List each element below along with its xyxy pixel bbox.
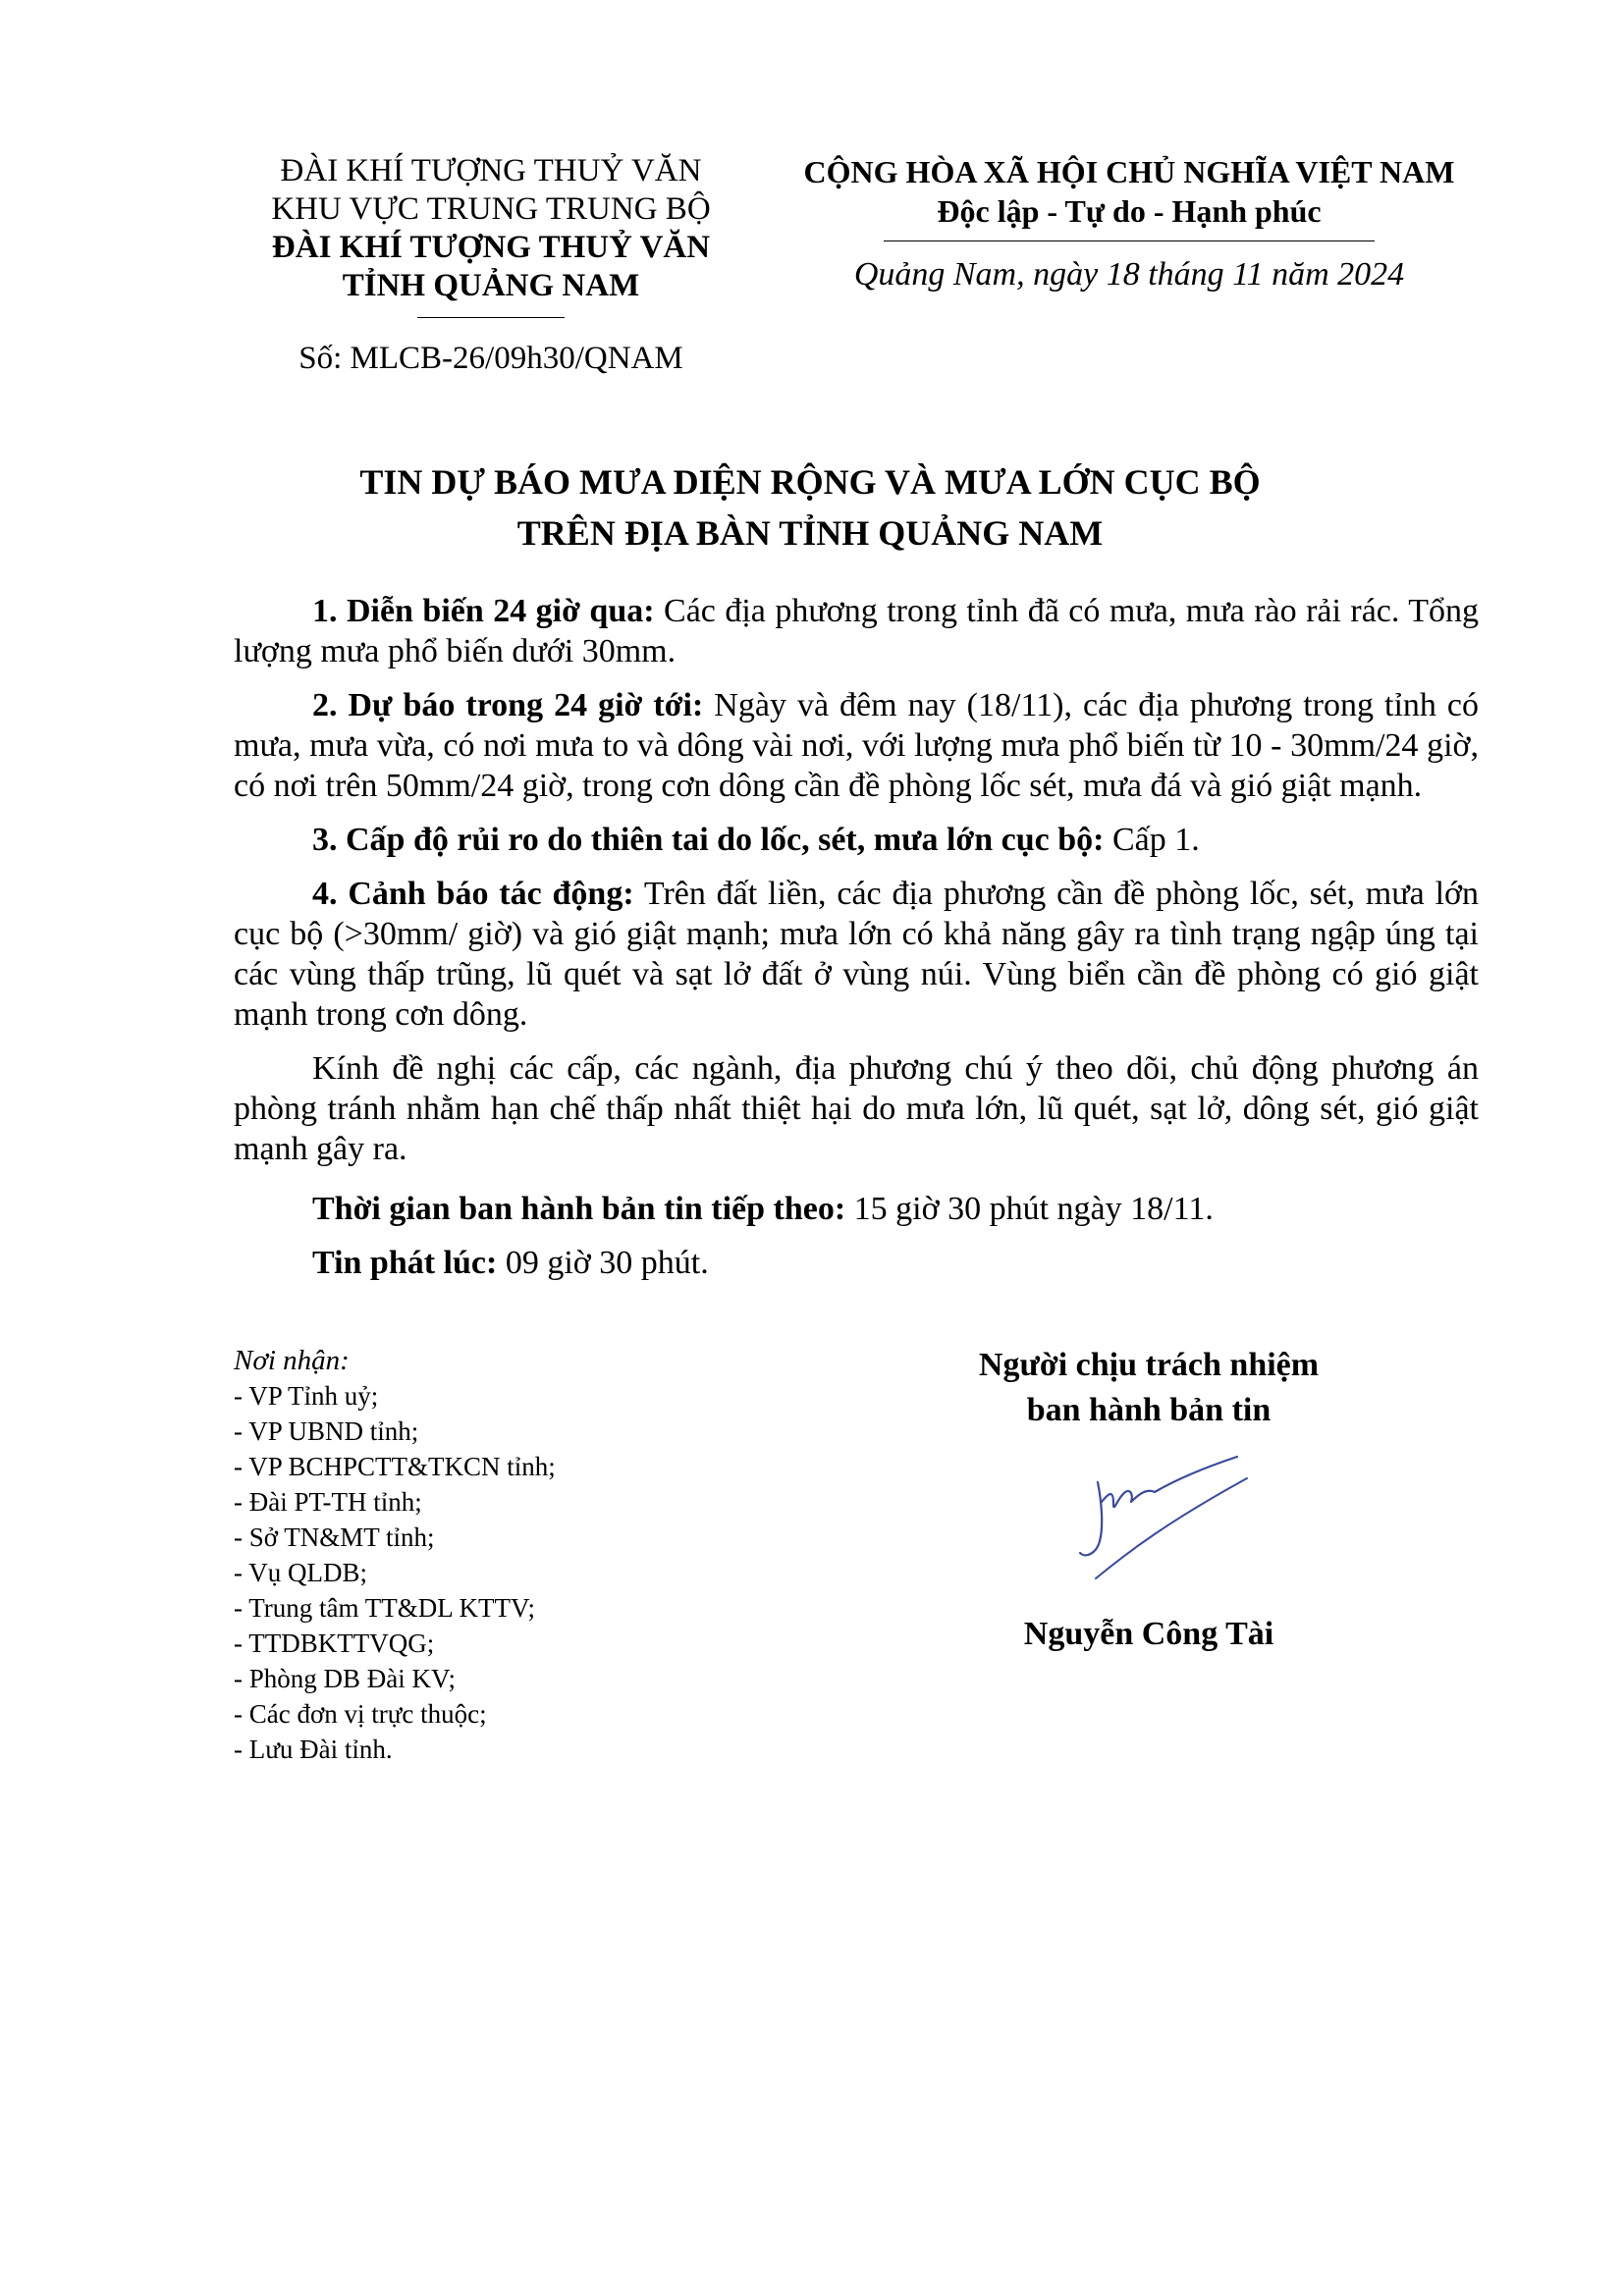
issued-at-label: Tin phát lúc: [312,1245,498,1281]
section-2-label: 2. Dự báo trong 24 giờ tới: [312,687,704,723]
recipient-item: - Đài PT-TH tỉnh; [234,1487,422,1517]
recipient-item: - Vụ QLDB; [234,1558,368,1587]
section-3-text: Cấp 1. [1104,822,1200,858]
recipient-item: - Các đơn vị trực thuộc; [234,1699,487,1729]
section-4 [234,874,1479,1035]
section-4-text: Trên đất liền, các địa phương cần đề phòng lốc, sét, mưa lớn cục bộ (>30mm/ giờ) và gió giật mạnh; mưa lớn có khả năng gây ra tình trạng ngập úng tại các vùng thấp trũng, lũ quét và sạt lở đất ở vùng núi. Vùng biển cần đề phòng có gió giật mạnh trong cơn dông. [234,876,1479,1033]
agency-line-4: TỈNH QUẢNG NAM [342,268,640,303]
agency-divider [417,317,565,318]
closing-paragraph: Kính đề nghị các cấp, các ngành, địa phương chú ý theo dõi, chủ động phương án phòng tránh nhằm hạn chế thấp nhất thiệt hại do mưa lớn, lũ quét, sạt lở, dông sét, gió giật mạnh gây ra. [234,1050,1479,1167]
national-motto: Độc lập - Tự do - Hạnh phúc [937,193,1322,229]
recipient-item: - Trung tâm TT&DL KTTV; [234,1593,535,1623]
national-header-block [795,152,1463,294]
section-3-label: 3. Cấp độ rủi ro do thiên tai do lốc, sét, mưa lớn cục bộ: [312,822,1105,858]
section-2-text: Ngày và đêm nay (18/11), các địa phương trong tỉnh có mưa, mưa vừa, có nơi mưa to và dông vài nơi, với lượng mưa phổ biến từ 10 - 30mm/24 giờ, có nơi trên 50mm/24 giờ, trong cơn dông cần đề phòng lốc sét, mưa đá và gió giật mạnh. [234,687,1479,804]
handwritten-signature [1041,1443,1257,1590]
next-issue-value: 15 giờ 30 phút ngày 18/11. [845,1191,1214,1227]
agency-line-2: KHU VỰC TRUNG TRUNG BỘ [271,191,711,227]
place-date: Quảng Nam, ngày 18 tháng 11 năm 2024 [853,256,1405,293]
issuing-agency-block [226,152,756,378]
agency-line-1: ĐÀI KHÍ TƯỢNG THUỶ VĂN [280,153,702,188]
document-title [226,456,1394,559]
issued-at-value: 09 giờ 30 phút. [497,1245,709,1281]
title-line-2: TRÊN ĐỊA BÀN TỈNH QUẢNG NAM [516,513,1104,553]
issued-at [234,1243,1479,1283]
recipient-item: - VP UBND tỉnh; [234,1416,419,1446]
next-issue-label: Thời gian ban hành bản tin tiếp theo: [312,1191,846,1227]
next-issue [234,1189,1479,1229]
section-2 [234,685,1479,806]
signer-name: Nguyễn Công Tài [1023,1616,1274,1652]
recipients-block [234,1343,744,1767]
signer-role-line-1: Người chịu trách nhiệm [978,1347,1320,1383]
section-1 [234,591,1479,671]
recipients-heading: Nơi nhận: [234,1345,350,1376]
signature-stroke [1080,1457,1237,1555]
section-4-label: 4. Cảnh báo tác động: [312,876,634,912]
recipient-item: - Phòng DB Đài KV; [234,1664,456,1693]
section-1-label: 1. Diễn biến 24 giờ qua: [312,593,655,629]
title-line-1: TIN DỰ BÁO MƯA DIỆN RỘNG VÀ MƯA LỚN CỤC BỘ [359,462,1261,502]
recipient-item: - VP Tỉnh uỷ; [234,1381,379,1411]
recipient-item: - TTDBKTTVQG; [234,1629,435,1658]
country-name: CỘNG HÒA XÃ HỘI CHỦ NGHĨA VIỆT NAM [803,154,1455,189]
section-3 [234,820,1479,860]
recipient-item: - VP BCHPCTT&TKCN tỉnh; [234,1452,556,1481]
motto-divider [884,240,1375,241]
recipient-item: - Sở TN&MT tỉnh; [234,1522,435,1552]
signature-block [884,1343,1414,1657]
agency-line-3: ĐÀI KHÍ TƯỢNG THUỶ VĂN [271,230,711,265]
signer-role-line-2: ban hành bản tin [1026,1392,1272,1428]
recipient-item: - Lưu Đài tỉnh. [234,1735,393,1764]
document-body [234,591,1479,1297]
signature-stroke [1096,1478,1247,1578]
section-1-text: Các địa phương trong tỉnh đã có mưa, mưa rào rải rác. Tổng lượng mưa phổ biến dưới 30mm. [234,593,1479,669]
document-number: Số: MLCB-26/09h30/QNAM [298,341,683,376]
